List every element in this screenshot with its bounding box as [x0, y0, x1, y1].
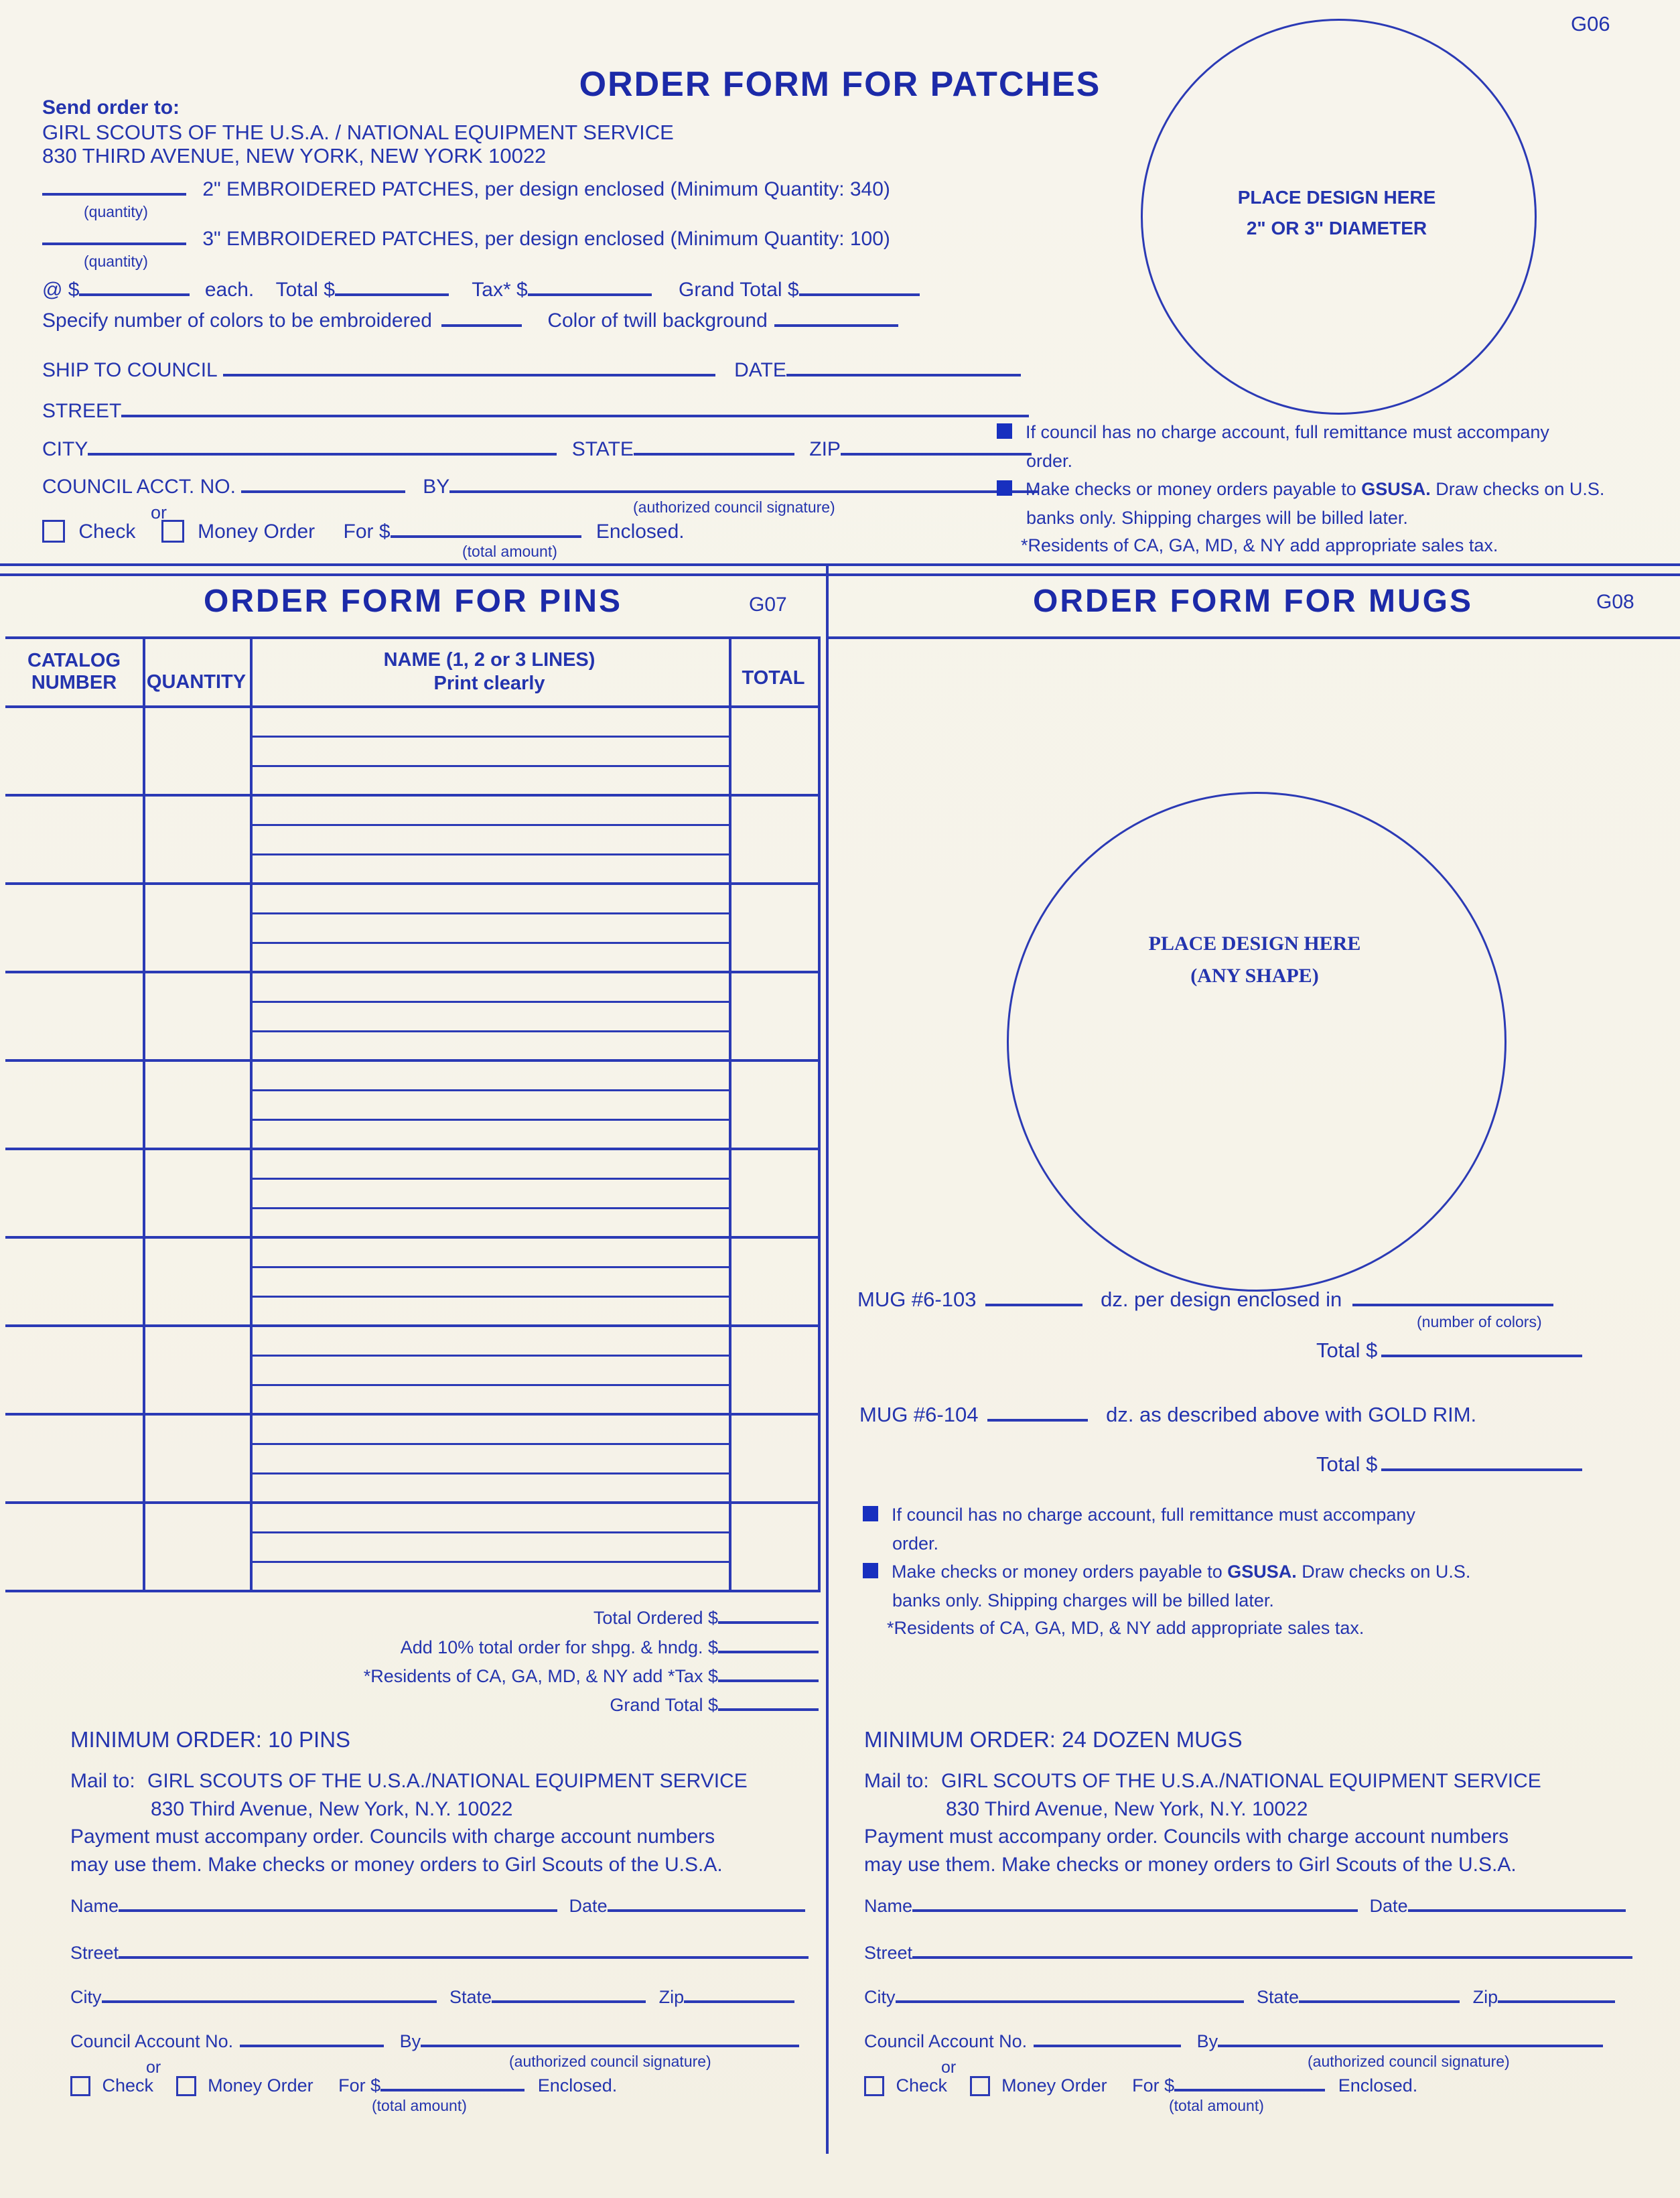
check-checkbox[interactable] — [42, 520, 65, 543]
grand-total-label: Grand Total $ — [679, 279, 799, 301]
patches-circle-line1: PLACE DESIGN HERE — [1237, 187, 1436, 208]
note-text: Draw checks on U.S. — [1430, 479, 1605, 499]
mug-104-text: dz. as described above with GOLD RIM. — [1106, 1403, 1477, 1426]
street-blank[interactable] — [912, 1953, 1632, 1959]
quantity-header: QUANTITY — [146, 671, 247, 693]
check-checkbox[interactable] — [70, 2076, 90, 2096]
pins-grand-total — [268, 1695, 819, 1716]
pins-form-code: G07 — [749, 594, 787, 616]
zip-blank[interactable] — [684, 1997, 794, 2003]
street-label: Street — [70, 1943, 119, 1963]
mugs-note-3: *Residents of CA, GA, MD, & NY add appropriate sales tax. — [887, 1618, 1364, 1638]
mugs-title: ORDER FORM FOR MUGS — [1033, 583, 1473, 619]
pins-payment-method-row — [70, 2075, 617, 2096]
number-of-colors-caption: (number of colors) — [1417, 1313, 1542, 1330]
org-address-line: 830 THIRD AVENUE, NEW YORK, NEW YORK 10022 — [42, 144, 547, 167]
mug-103-colors-blank[interactable] — [1352, 1300, 1553, 1306]
mailto-org: GIRL SCOUTS OF THE U.S.A./NATIONAL EQUIPMENT SERVICE — [941, 1770, 1541, 1792]
patches-circle-text — [1141, 182, 1533, 244]
city-blank[interactable] — [102, 1997, 437, 2003]
by-label: By — [399, 2031, 421, 2051]
tax-residents-label: *Residents of CA, GA, MD, & NY add *Tax $ — [363, 1666, 718, 1686]
square-bullet-icon — [997, 480, 1012, 496]
enclosed-label: Enclosed. — [537, 2075, 618, 2096]
state-blank[interactable] — [1299, 1997, 1460, 2003]
name-blank[interactable] — [912, 1906, 1358, 1912]
each-label: each. — [204, 279, 255, 301]
money-order-checkbox[interactable] — [161, 520, 184, 543]
mugs-payment-line1: Payment must accompany order. Councils with charge account numbers — [864, 1826, 1509, 1848]
mugs-acct-row — [864, 2031, 1603, 2052]
by-blank[interactable] — [1218, 2041, 1603, 2047]
council-account-label: Council Account No. — [70, 2031, 234, 2051]
enclosed-label: Enclosed. — [596, 521, 685, 543]
pins-total-amount-caption: (total amount) — [372, 2097, 467, 2114]
square-bullet-icon — [863, 1563, 878, 1578]
name-label: Name — [70, 1896, 119, 1916]
patches-note-2 — [997, 479, 1604, 500]
gsusa-bold: GSUSA. — [1361, 479, 1431, 499]
square-bullet-icon — [863, 1506, 878, 1521]
state-blank[interactable] — [634, 450, 794, 456]
pins-minimum-order: MINIMUM ORDER: 10 PINS — [70, 1727, 351, 1752]
mugs-note-2b: banks only. Shipping charges will be billed later. — [892, 1590, 1274, 1610]
mug-103-row — [857, 1288, 1553, 1312]
date-blank[interactable] — [608, 1906, 805, 1912]
pins-table-header — [5, 639, 818, 708]
patches-title: ORDER FORM FOR PATCHES — [579, 65, 1101, 104]
mugs-note-2 — [863, 1562, 1470, 1582]
mug-104-total-row — [1316, 1452, 1582, 1476]
mugs-city-row — [864, 1987, 1615, 2008]
street-label: Street — [864, 1943, 913, 1963]
for-label: For $ — [338, 2075, 381, 2096]
name-label: Name — [864, 1896, 913, 1916]
note-text: Draw checks on U.S. — [1296, 1562, 1471, 1582]
org-name-line: GIRL SCOUTS OF THE U.S.A. / NATIONAL EQUIPMENT SERVICE — [42, 121, 674, 144]
qty2-caption: (quantity) — [84, 203, 148, 220]
mailto-org: GIRL SCOUTS OF THE U.S.A./NATIONAL EQUIPMENT SERVICE — [147, 1770, 748, 1792]
pins-title: ORDER FORM FOR PINS — [203, 583, 622, 619]
zip-label: Zip — [658, 1987, 685, 2007]
money-order-label: Money Order — [1001, 2075, 1107, 2096]
specify-label: Specify number of colors to be embroidered — [42, 310, 432, 332]
mugs-street-row — [864, 1943, 1632, 1964]
date-label: Date — [569, 1896, 608, 1916]
qty3-caption: (quantity) — [84, 253, 148, 270]
mugs-note-1 — [863, 1505, 1415, 1525]
mug-103-total-row — [1316, 1338, 1582, 1363]
money-order-label: Money Order — [198, 521, 316, 543]
pins-tax — [268, 1666, 819, 1687]
council-account-blank[interactable] — [240, 2041, 384, 2047]
mug-103-text: dz. per design enclosed in — [1101, 1288, 1342, 1311]
tax-label: Tax* $ — [472, 279, 528, 301]
patches-note-3: *Residents of CA, GA, MD, & NY add appropriate sales tax. — [1021, 535, 1498, 555]
total-amount-caption: (total amount) — [462, 543, 557, 560]
grand-total-blank[interactable] — [718, 1705, 819, 1711]
state-blank[interactable] — [492, 1997, 646, 2003]
pins-table — [5, 636, 821, 1592]
mug-103-label: MUG #6-103 — [857, 1288, 977, 1311]
or-label: or — [151, 502, 167, 523]
note-text: If council has no charge account, full remittance must accompany — [892, 1505, 1415, 1525]
qty3-blank[interactable] — [42, 239, 186, 245]
pins-mailto-row — [70, 1770, 748, 1793]
mug-104-row — [859, 1403, 1476, 1427]
pins-acct-row — [70, 2031, 799, 2052]
mugs-circle-line2: (ANY SHAPE) — [1190, 965, 1319, 987]
at-label: @ $ — [42, 279, 80, 301]
total-header: TOTAL — [742, 667, 805, 689]
check-checkbox[interactable] — [864, 2076, 884, 2096]
by-blank[interactable] — [449, 487, 1039, 493]
total-blank[interactable] — [335, 290, 449, 296]
patches-form-code: G06 — [1571, 12, 1610, 36]
state-label: STATE — [571, 438, 634, 460]
money-order-checkbox[interactable] — [970, 2076, 990, 2096]
mugs-payment-method-row — [864, 2075, 1417, 2096]
gsusa-bold: GSUSA. — [1227, 1562, 1297, 1582]
total-ordered-blank[interactable] — [718, 1618, 819, 1624]
city-label: City — [864, 1987, 896, 2007]
check-label: Check — [102, 2075, 154, 2096]
acct-blank[interactable] — [241, 487, 405, 493]
send-order-label: Send order to: — [42, 96, 180, 119]
total-ordered-label: Total Ordered $ — [593, 1608, 718, 1628]
mug-103-total-blank[interactable] — [1381, 1351, 1582, 1357]
name-header: NAME (1, 2 or 3 LINES) Print clearly — [383, 649, 596, 694]
qty3-text: 3" EMBROIDERED PATCHES, per design enclosed (Minimum Quantity: 100) — [202, 228, 890, 250]
mugs-form-code: G08 — [1596, 591, 1634, 613]
money-order-label: Money Order — [208, 2075, 313, 2096]
shipping-blank[interactable] — [718, 1647, 819, 1653]
mugs-payment-line2: may use them. Make checks or money orders to Girl Scouts of the U.S.A. — [864, 1854, 1517, 1876]
double-rule — [0, 563, 1680, 576]
street-blank[interactable] — [121, 411, 1029, 417]
total-label: Total $ — [1316, 1452, 1378, 1476]
city-label: CITY — [42, 438, 88, 460]
zip-label: Zip — [1472, 1987, 1498, 2007]
date-blank[interactable] — [786, 370, 1021, 376]
pins-shipping — [268, 1637, 819, 1658]
patches-qty2-row — [42, 178, 890, 201]
signature-caption: (authorized council signature) — [633, 498, 835, 516]
city-row — [42, 438, 1032, 461]
mugs-circle-text — [1007, 928, 1502, 992]
enclosed-label: Enclosed. — [1338, 2075, 1418, 2096]
check-label: Check — [78, 521, 136, 543]
date-label: Date — [1369, 1896, 1408, 1916]
shipping-label: Add 10% total order for shpg. & hndg. $ — [400, 1637, 718, 1657]
street-row — [42, 400, 1029, 423]
acct-label: COUNCIL ACCT. NO. — [42, 476, 236, 498]
pins-name-row — [70, 1896, 805, 1917]
tax-blank[interactable] — [528, 290, 652, 296]
mugs-circle-line1: PLACE DESIGN HERE — [1148, 933, 1361, 955]
mug-103-qty-blank[interactable] — [985, 1300, 1082, 1306]
mailto-label: Mail to: — [70, 1770, 135, 1792]
date-blank[interactable] — [1408, 1906, 1626, 1912]
mugs-design-circle[interactable] — [1007, 792, 1507, 1292]
ship-to-row — [42, 359, 1021, 382]
patches-note-1 — [997, 422, 1549, 443]
by-label: BY — [423, 476, 450, 498]
qty2-text: 2" EMBROIDERED PATCHES, per design enclosed (Minimum Quantity: 340) — [202, 178, 890, 200]
patches-note-2b: banks only. Shipping charges will be billed later. — [1026, 508, 1408, 528]
street-label: STREET — [42, 400, 122, 422]
name-writing-lines[interactable] — [250, 708, 729, 1592]
check-label: Check — [896, 2075, 948, 2096]
mugs-name-row — [864, 1896, 1626, 1917]
qty2-blank[interactable] — [42, 190, 186, 196]
zip-label: ZIP — [809, 438, 841, 460]
pins-payment-line2: may use them. Make checks or money orders to Girl Scouts of the U.S.A. — [70, 1854, 723, 1876]
amount-blank[interactable] — [391, 532, 581, 538]
payment-method-row — [42, 520, 685, 543]
tax-residents-blank[interactable] — [718, 1676, 819, 1682]
mugs-signature-caption: (authorized council signature) — [1308, 2053, 1510, 2070]
by-blank[interactable] — [421, 2041, 799, 2047]
panel-divider — [826, 563, 829, 2154]
city-blank[interactable] — [896, 1997, 1244, 2003]
city-blank[interactable] — [88, 450, 557, 456]
colors-count-blank[interactable] — [441, 321, 522, 327]
ship-label: SHIP TO COUNCIL — [42, 359, 218, 381]
catalog-header: CATALOG NUMBER — [27, 650, 121, 694]
price-each-blank[interactable] — [79, 290, 190, 296]
council-acct-row — [42, 476, 1039, 498]
patches-note-1b: order. — [1026, 451, 1073, 471]
total-label: Total $ — [1316, 1338, 1378, 1362]
date-label: DATE — [734, 359, 786, 381]
ship-council-blank[interactable] — [223, 370, 715, 376]
patches-qty3-row — [42, 228, 890, 251]
mugs-minimum-order: MINIMUM ORDER: 24 DOZEN MUGS — [864, 1727, 1243, 1752]
mugs-mailto-addr: 830 Third Avenue, New York, N.Y. 10022 — [946, 1798, 1308, 1820]
zip-blank[interactable] — [841, 450, 1032, 456]
pins-total-ordered — [268, 1608, 819, 1629]
pins-payment-line1: Payment must accompany order. Councils with charge account numbers — [70, 1826, 715, 1848]
state-label: State — [449, 1987, 492, 2007]
money-order-checkbox[interactable] — [176, 2076, 196, 2096]
pins-signature-caption: (authorized council signature) — [509, 2053, 711, 2070]
pins-city-row — [70, 1987, 794, 2008]
patches-specify-row — [42, 310, 898, 332]
patches-circle-line2: 2" OR 3" DIAMETER — [1246, 218, 1427, 239]
patches-price-row — [42, 279, 920, 301]
pins-or-label: or — [146, 2058, 161, 2077]
zip-blank[interactable] — [1498, 1997, 1615, 2003]
grand-total-label: Grand Total $ — [610, 1695, 718, 1715]
mug-104-label: MUG #6-104 — [859, 1403, 979, 1426]
council-account-label: Council Account No. — [864, 2031, 1028, 2051]
mug-104-qty-blank[interactable] — [987, 1416, 1088, 1422]
council-account-blank[interactable] — [1034, 2041, 1181, 2047]
total-label: Total $ — [275, 279, 335, 301]
mugs-total-amount-caption: (total amount) — [1169, 2097, 1264, 2114]
mugs-or-label: or — [941, 2058, 957, 2077]
amount-blank[interactable] — [380, 2085, 524, 2091]
pins-table-body[interactable] — [5, 708, 818, 1592]
note-text: Make checks or money orders payable to — [892, 1562, 1228, 1582]
mugs-mailto-row — [864, 1770, 1541, 1793]
mugs-header-rule — [829, 636, 1680, 639]
note-text: Make checks or money orders payable to — [1026, 479, 1362, 499]
twill-label: Color of twill background — [547, 310, 768, 332]
amount-blank[interactable] — [1174, 2085, 1325, 2091]
street-blank[interactable] — [119, 1953, 809, 1959]
note-text: If council has no charge account, full remittance must accompany — [1026, 422, 1549, 442]
mug-104-total-blank[interactable] — [1381, 1465, 1582, 1471]
state-label: State — [1257, 1987, 1300, 2007]
twill-blank[interactable] — [774, 321, 898, 327]
pins-street-row — [70, 1943, 809, 1964]
name-blank[interactable] — [119, 1906, 557, 1912]
mugs-note-1b: order. — [892, 1533, 939, 1554]
pins-mailto-addr: 830 Third Avenue, New York, N.Y. 10022 — [151, 1798, 513, 1820]
grand-total-blank[interactable] — [799, 290, 920, 296]
square-bullet-icon — [997, 423, 1012, 439]
by-label: By — [1196, 2031, 1218, 2051]
for-label: For $ — [343, 521, 391, 543]
for-label: For $ — [1132, 2075, 1175, 2096]
mailto-label: Mail to: — [864, 1770, 929, 1792]
city-label: City — [70, 1987, 102, 2007]
